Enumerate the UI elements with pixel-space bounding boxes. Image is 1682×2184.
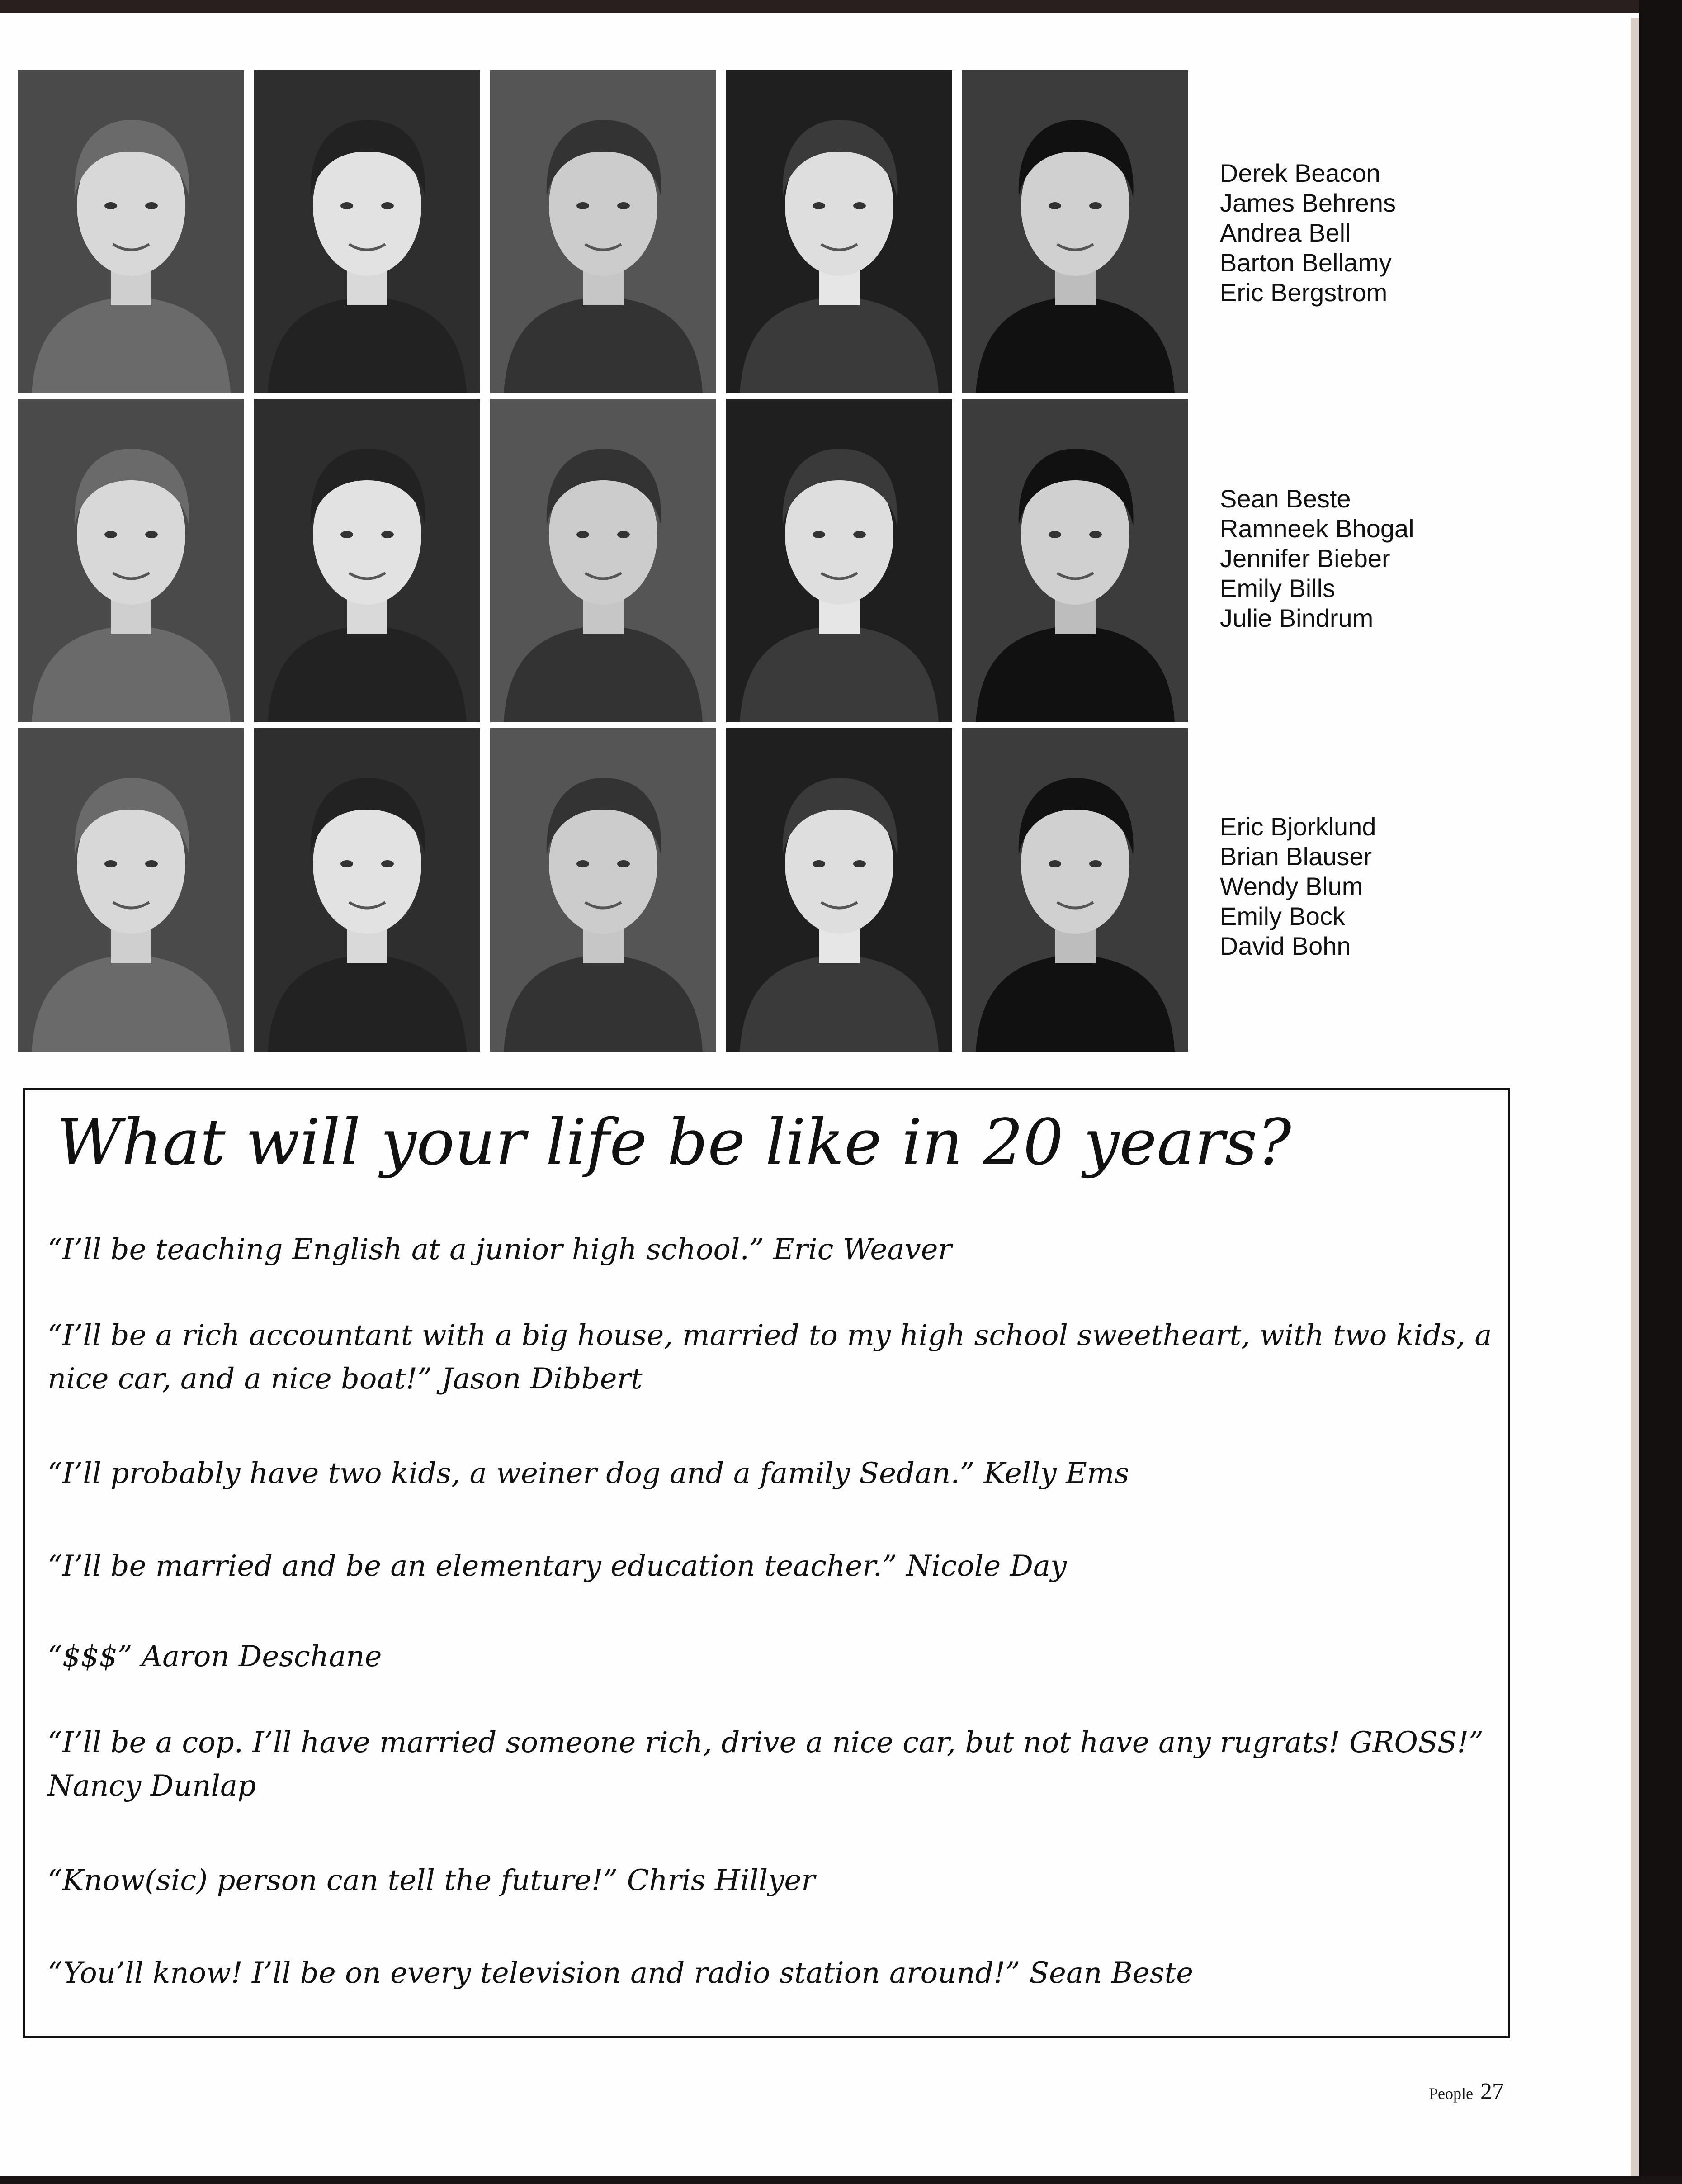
portrait-photo — [726, 399, 952, 722]
survey-quote: “I’ll be married and be an elementary education teacher.” Nicole Day — [47, 1549, 1067, 1583]
student-name: Emily Bock — [1220, 902, 1345, 930]
student-name: Sean Beste — [1220, 484, 1351, 513]
survey-quote: “I’ll be teaching English at a junior high school.” Eric Weaver — [47, 1233, 952, 1266]
portrait-photo — [18, 70, 244, 393]
portrait-photo — [726, 70, 952, 393]
student-name: Ramneek Bhogal — [1220, 514, 1414, 543]
survey-quote: “I’ll be a rich accountant with a big house, married to my high school sweetheart, with two kids, a nice car, and a nice boat!” Jason Dibbert — [47, 1319, 1492, 1396]
portrait-photo — [490, 70, 716, 393]
student-name: Wendy Blum — [1220, 872, 1363, 900]
survey-quote: “I’ll probably have two kids, a weiner dog and a family Sedan.” Kelly Ems — [47, 1457, 1129, 1490]
student-name: Eric Bergstrom — [1220, 278, 1388, 307]
name-list-row-2 — [1220, 484, 1414, 633]
page-right-margin-strip — [1631, 18, 1639, 2184]
student-name: Derek Beacon — [1220, 159, 1380, 187]
student-name: Emily Bills — [1220, 574, 1336, 602]
portrait-photo — [962, 728, 1188, 1052]
portrait-photo — [18, 399, 244, 722]
student-name: Barton Bellamy — [1220, 248, 1392, 277]
student-name: Andrea Bell — [1220, 218, 1351, 247]
portrait-row-2 — [18, 399, 1194, 722]
page-top-edge — [0, 0, 1682, 13]
student-name: Brian Blauser — [1220, 842, 1372, 871]
portrait-row-3 — [18, 728, 1194, 1052]
student-name: Jennifer Bieber — [1220, 544, 1390, 573]
portrait-photo — [726, 728, 952, 1052]
page-bottom-edge — [0, 2176, 1682, 2184]
portrait-photo — [490, 728, 716, 1052]
survey-title: What will your life be like in 20 years? — [57, 1106, 1291, 1180]
student-name: James Behrens — [1220, 189, 1396, 217]
survey-quote: “$$$” Aaron Deschane — [47, 1640, 382, 1673]
portrait-photo — [962, 399, 1188, 722]
portrait-photo — [18, 728, 244, 1052]
portrait-row-1 — [18, 70, 1194, 393]
name-list-row-3 — [1220, 812, 1376, 961]
page-footer — [1429, 2078, 1504, 2105]
student-name: Julie Bindrum — [1220, 604, 1374, 632]
book-binding-edge — [1639, 0, 1682, 2184]
survey-quote: “I’ll be a cop. I’ll have married someone rich, drive a nice car, but not have any rugrats! GROSS!” Nancy Dunlap — [47, 1726, 1484, 1803]
portrait-photo — [254, 70, 480, 393]
student-name: David Bohn — [1220, 932, 1351, 960]
student-name: Eric Bjorklund — [1220, 812, 1376, 841]
survey-quote: “You’ll know! I’ll be on every television and radio station around!” Sean Beste — [47, 1957, 1194, 1990]
name-list-row-1 — [1220, 158, 1396, 308]
section-label: People — [1429, 2085, 1473, 2103]
portrait-photo — [254, 728, 480, 1052]
portrait-photo — [254, 399, 480, 722]
survey-quote: “Know(sic) person can tell the future!” Chris Hillyer — [47, 1864, 815, 1897]
page-number: 27 — [1480, 2079, 1504, 2104]
portrait-photo — [490, 399, 716, 722]
portrait-photo — [962, 70, 1188, 393]
